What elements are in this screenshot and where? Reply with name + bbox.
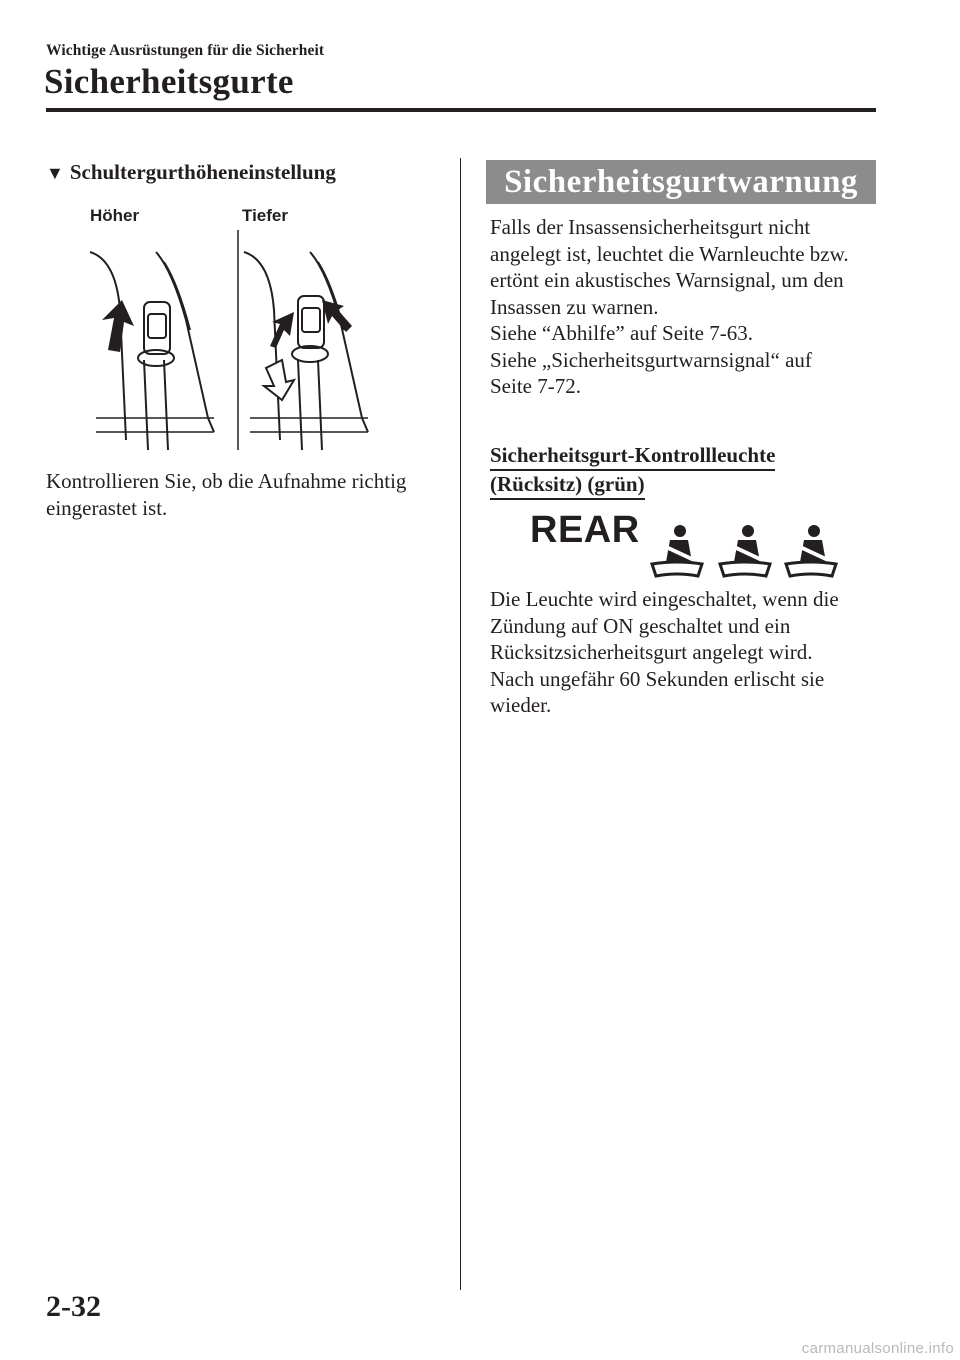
body-line: Zündung auf ON geschaltet und ein bbox=[490, 613, 791, 638]
watermark: carmanualsonline.info bbox=[801, 1340, 954, 1357]
indicator-description bbox=[490, 586, 880, 719]
body-line: Insassen zu warnen. bbox=[490, 294, 659, 319]
body-line: Seite 7-72. bbox=[490, 374, 581, 398]
body-line: Siehe “Abhilfe” auf Seite 7-63. bbox=[490, 321, 753, 345]
rear-label: REAR bbox=[530, 509, 640, 551]
body-line: Kontrollieren Sie, ob die Aufnahme richtig bbox=[46, 469, 407, 493]
body-line: eingerastet ist. bbox=[46, 495, 168, 520]
body-line: angelegt ist, leuchtet die Warnleuchte bzw. bbox=[490, 241, 849, 266]
sub-heading-line: Sicherheitsgurt-Kontrollleuchte bbox=[490, 442, 775, 471]
belt-adjuster-illustration bbox=[86, 200, 436, 450]
body-line: wieder. bbox=[490, 693, 552, 717]
breadcrumb: Wichtige Ausrüstungen für die Sicherheit bbox=[46, 42, 325, 59]
body-line: ertönt ein akustisches Warnsignal, um den bbox=[490, 268, 844, 292]
right-body-text bbox=[490, 214, 880, 400]
body-line: Rücksitzsicherheitsgurt angelegt wird. bbox=[490, 640, 813, 664]
left-body-text bbox=[46, 468, 446, 521]
seatbelt-icon bbox=[648, 524, 706, 580]
shoulder-belt-figure bbox=[86, 200, 436, 450]
body-line: Nach ungefähr 60 Sekunden erlischt sie bbox=[490, 666, 825, 691]
sub-heading bbox=[46, 160, 336, 185]
triangle-marker-icon: ▼ bbox=[46, 163, 64, 183]
sub-heading-text: Schultergurthöheneinstellung bbox=[69, 160, 336, 184]
body-line: Siehe „Sicherheitsgurtwarnsignal“ auf bbox=[490, 347, 812, 372]
indicator-sub-heading bbox=[490, 442, 775, 500]
body-line: Die Leuchte wird eingeschaltet, wenn die bbox=[490, 587, 839, 611]
figure-label-higher: Höher bbox=[90, 206, 140, 225]
sub-heading-line: (Rücksitz) (grün) bbox=[490, 471, 645, 500]
body-line: Falls der Insassensicherheitsgurt nicht bbox=[490, 215, 811, 239]
page-number: 2-32 bbox=[46, 1290, 101, 1323]
header-rule bbox=[46, 108, 876, 112]
chapter-title: Sicherheitsgurte bbox=[44, 62, 294, 101]
section-banner: Sicherheitsgurtwarnung bbox=[486, 160, 876, 204]
figure-label-lower: Tiefer bbox=[242, 206, 288, 225]
seatbelt-icon bbox=[782, 524, 840, 580]
seatbelt-icon bbox=[716, 524, 774, 580]
rear-indicator-display bbox=[530, 510, 840, 580]
column-divider bbox=[460, 158, 461, 1290]
